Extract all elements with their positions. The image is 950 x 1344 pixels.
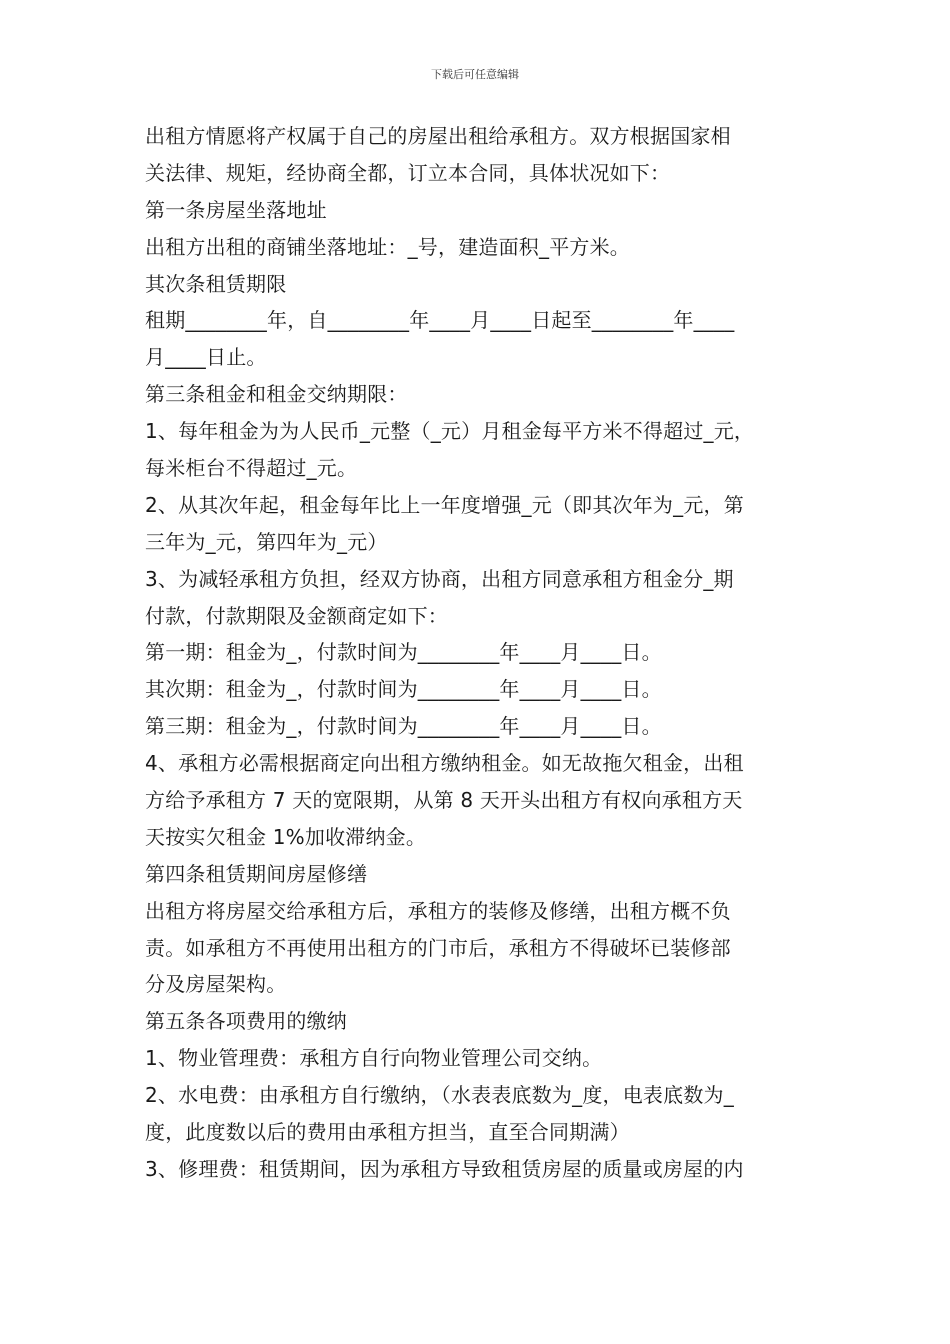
paragraph-line: 月____日止。 bbox=[145, 345, 267, 370]
page-header: 下载后可任意编辑 bbox=[431, 68, 519, 81]
section-heading: 第四条租赁期间房屋修缮 bbox=[145, 861, 368, 886]
paragraph-line: 第一期：租金为_，付款时间为________年____月____日。 bbox=[145, 640, 662, 665]
paragraph-line: 关法律、规矩，经协商全都，订立本合同，具体状况如下： bbox=[145, 160, 671, 185]
paragraph-line: 方给予承租方 7 天的宽限期，从第 8 天开头出租方有权向承租方天 bbox=[145, 788, 743, 813]
paragraph-line: 2、从其次年起，租金每年比上一年度增强_元（即其次年为_元，第 bbox=[145, 492, 744, 517]
paragraph-line: 出租方情愿将产权属于自己的房屋出租给承租方。双方根据国家相 bbox=[145, 124, 731, 148]
paragraph-line: 分及房屋架构。 bbox=[145, 972, 287, 997]
paragraph-line: 每米柜台不得超过_元。 bbox=[145, 456, 358, 481]
paragraph-line: 4、承租方必需根据商定向出租方缴纳租金。如无故拖欠租金，出租 bbox=[145, 751, 744, 776]
paragraph-line: 出租方将房屋交给承租方后，承租方的装修及修缮，出租方概不负 bbox=[145, 898, 731, 923]
paragraph-line: 天按实欠租金 1%加收滞纳金。 bbox=[145, 824, 427, 849]
paragraph-line: 三年为_元，第四年为_元） bbox=[145, 529, 388, 554]
paragraph-line: 其次期：租金为_，付款时间为________年____月____日。 bbox=[145, 677, 662, 702]
paragraph-line: 出租方出租的商铺坐落地址：_号，建造面积_平方米。 bbox=[145, 234, 630, 259]
paragraph-line: 1、物业管理费：承租方自行向物业管理公司交纳。 bbox=[145, 1046, 603, 1071]
paragraph-line: 度，此度数以后的费用由承租方担当，直至合同期满） bbox=[145, 1120, 630, 1145]
paragraph-line: 2、水电费：由承租方自行缴纳，（水表表底数为_度，电表底数为_ bbox=[145, 1083, 734, 1108]
document-body bbox=[145, 118, 820, 1188]
paragraph-line: 3、为减轻承租方负担，经双方协商，出租方同意承租方租金分_期 bbox=[145, 566, 734, 591]
section-heading: 第一条房屋坐落地址 bbox=[145, 197, 327, 222]
paragraph-line: 第三期：租金为_，付款时间为________年____月____日。 bbox=[145, 714, 662, 739]
section-heading: 第三条租金和租金交纳期限： bbox=[145, 382, 408, 407]
paragraph-line: 付款，付款期限及金额商定如下： bbox=[145, 603, 448, 628]
section-heading: 第五条各项费用的缴纳 bbox=[145, 1009, 347, 1034]
section-heading: 其次条租赁期限 bbox=[145, 271, 287, 296]
paragraph-line: 租期________年，自________年____月____日起至________年____ bbox=[145, 308, 735, 333]
paragraph-line: 责。如承租方不再使用出租方的门市后，承租方不得破坏已装修部 bbox=[145, 935, 731, 960]
paragraph-line: 1、每年租金为为人民币_元整（_元）月租金每平方米不得超过_元， bbox=[145, 419, 755, 444]
paragraph-line: 3、修理费：租赁期间，因为承租方导致租赁房屋的质量或房屋的内 bbox=[145, 1156, 744, 1181]
